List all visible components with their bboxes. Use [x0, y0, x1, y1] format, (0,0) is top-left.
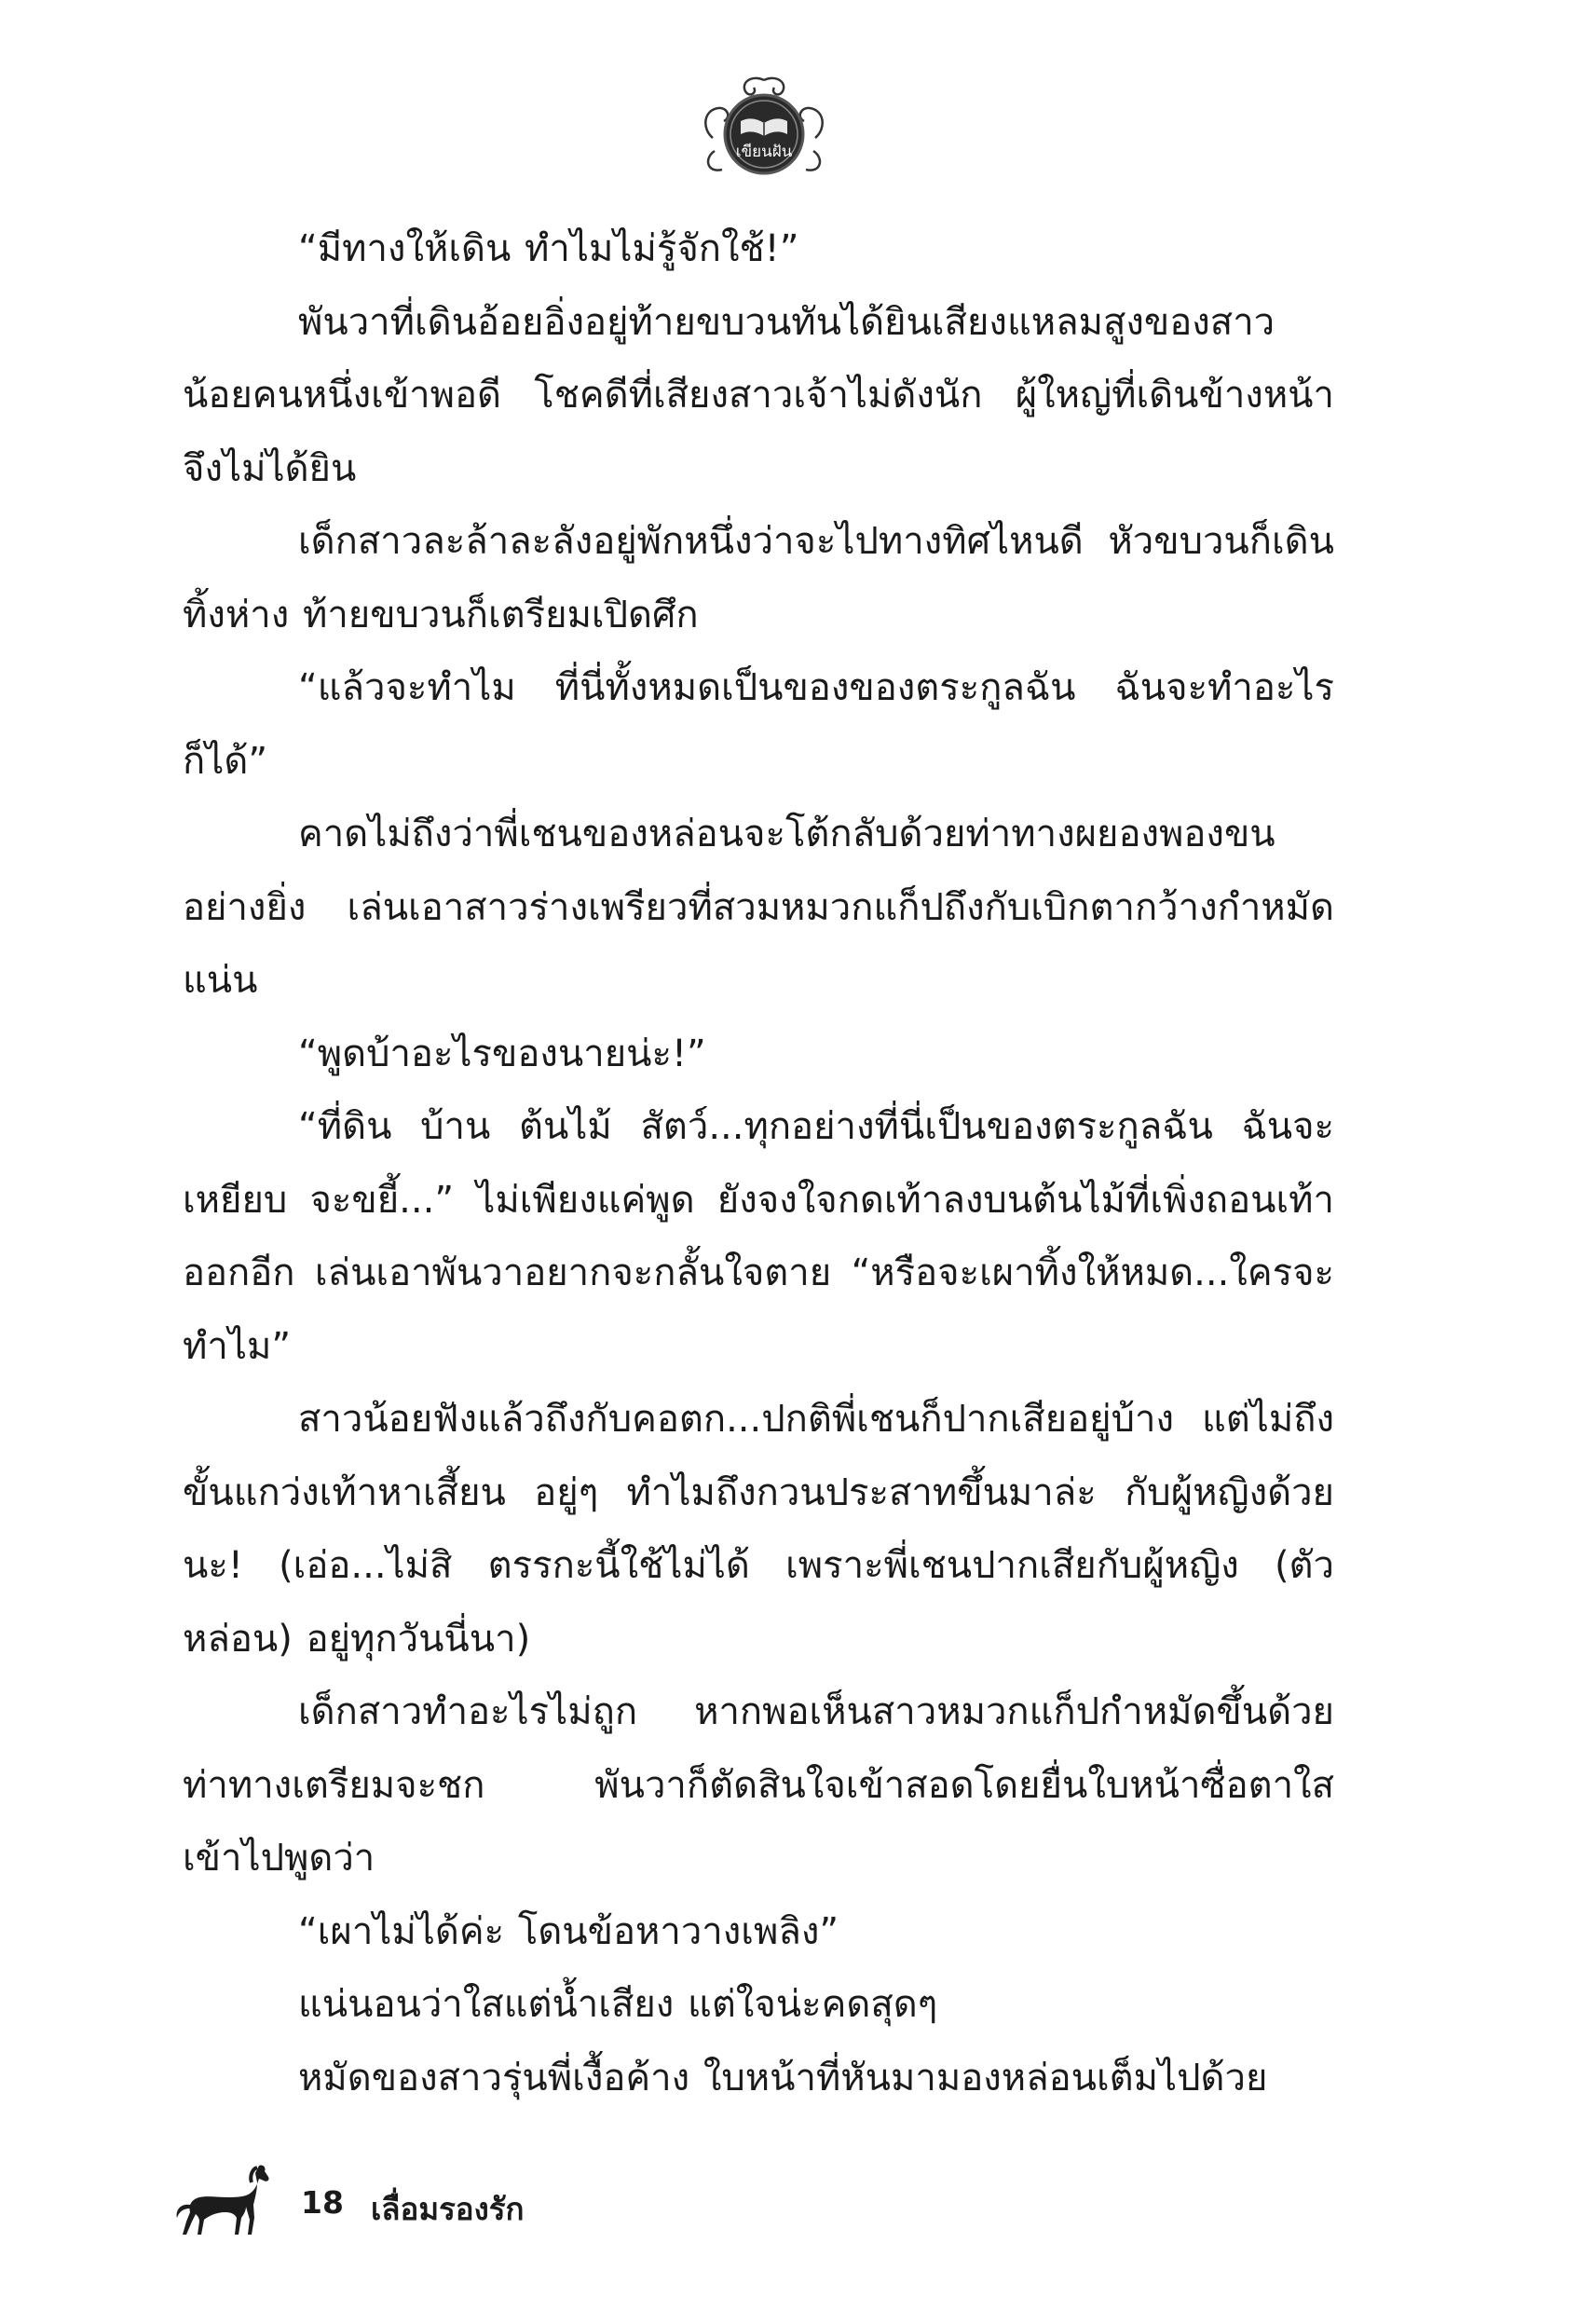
publisher-logo-icon [694, 73, 834, 183]
paragraph-11: แน่นอนว่าใสแต่น้ำเสียง แต่ใจน่ะคดสุดๆ [298, 1983, 938, 2026]
paragraph-6: “พูดบ้าอะไรของนายน่ะ!” [298, 1032, 706, 1075]
paragraph-3: เด็กสาวละล้าละลังอยู่พักหนึ่งว่าจะไปทางทิศไหนดี หัวขบวนก็เดินทิ้งห่าง ท้ายขบวนก็เตรียมเปิดศึก [183, 520, 1334, 636]
paragraph-2: พันวาที่เดินอ้อยอิ่งอยู่ท้ายขบวนทันได้ยินเสียงแหลมสูงของสาวน้อยคนหนึ่งเข้าพอดี โชคดีที่เสียงสาวเจ้าไม่ดังนัก ผู้ใหญ่ที่เดินข้างหน้าจึงไม่ได้ยิน [183, 300, 1334, 490]
paragraph-4: “แล้วจะทำไม ที่นี่ทั้งหมดเป็นของของตระกูลฉัน ฉันจะทำอะไรก็ได้” [183, 666, 1334, 783]
logo-text: เขียนฝัน [735, 143, 793, 161]
paragraph-1: “มีทางให้เดิน ทำไมไม่รู้จักใช้!” [298, 227, 799, 270]
body-text [183, 212, 1334, 2114]
paragraph-8: สาวน้อยฟังแล้วถึงกับคอตก...ปกติพี่เชนก็ปากเสียอยู่บ้าง แต่ไม่ถึงขั้นแกว่งเท้าหาเสี้ยน อยู่ๆ ทำไมถึงกวนประสาทขึ้นมาล่ะ กับผู้หญิงด้วยนะ! (เอ่อ...ไม่สิ ตรรกะนี้ใช้ไม่ได้ เพราะพี่เชนปากเสียกับผู้หญิง (ตัวหล่อน) อยู่ทุกวันนี่นา) [183, 1398, 1334, 1661]
page-footer [173, 2160, 1012, 2244]
paragraph-9: เด็กสาวทำอะไรไม่ถูก หากพอเห็นสาวหมวกแก็ปกำหมัดขึ้นด้วยท่าทางเตรียมจะชก พันวาก็ตัดสินใจเข้าสอดโดยยื่นใบหน้าซื่อตาใสเข้าไปพูดว่า [183, 1690, 1334, 1880]
paragraph-5: คาดไม่ถึงว่าพี่เชนของหล่อนจะโต้กลับด้วยท่าทางผยองพองขนอย่างยิ่ง เล่นเอาสาวร่างเพรียวที่สวมหมวกแก็ปถึงกับเบิกตากว้างกำหมัดแน่น [183, 813, 1334, 1002]
horse-icon [173, 2160, 276, 2238]
page-number: 18 [301, 2184, 344, 2221]
paragraph-12: หมัดของสาวรุ่นพี่เงื้อค้าง ใบหน้าที่หันมามองหล่อนเต็มไปด้วย [298, 2056, 1268, 2099]
paragraph-10: “เผาไม่ได้ค่ะ โดนข้อหาวางเพลิง” [298, 1909, 839, 1953]
paragraph-7: “ที่ดิน บ้าน ต้นไม้ สัตว์...ทุกอย่างที่นี่เป็นของตระกูลฉัน ฉันจะเหยียบ จะขยี้...” ไม่เพียงแค่พูด ยังจงใจกดเท้าลงบนต้นไม้ที่เพิ่งถอนเท้าออกอีก เล่นเอาพันวาอยากจะกลั้นใจตาย “หรือจะเผาทิ้งให้หมด...ใครจะทำไม” [183, 1105, 1334, 1368]
book-title: เลื่อมรองรัก [371, 2191, 525, 2227]
